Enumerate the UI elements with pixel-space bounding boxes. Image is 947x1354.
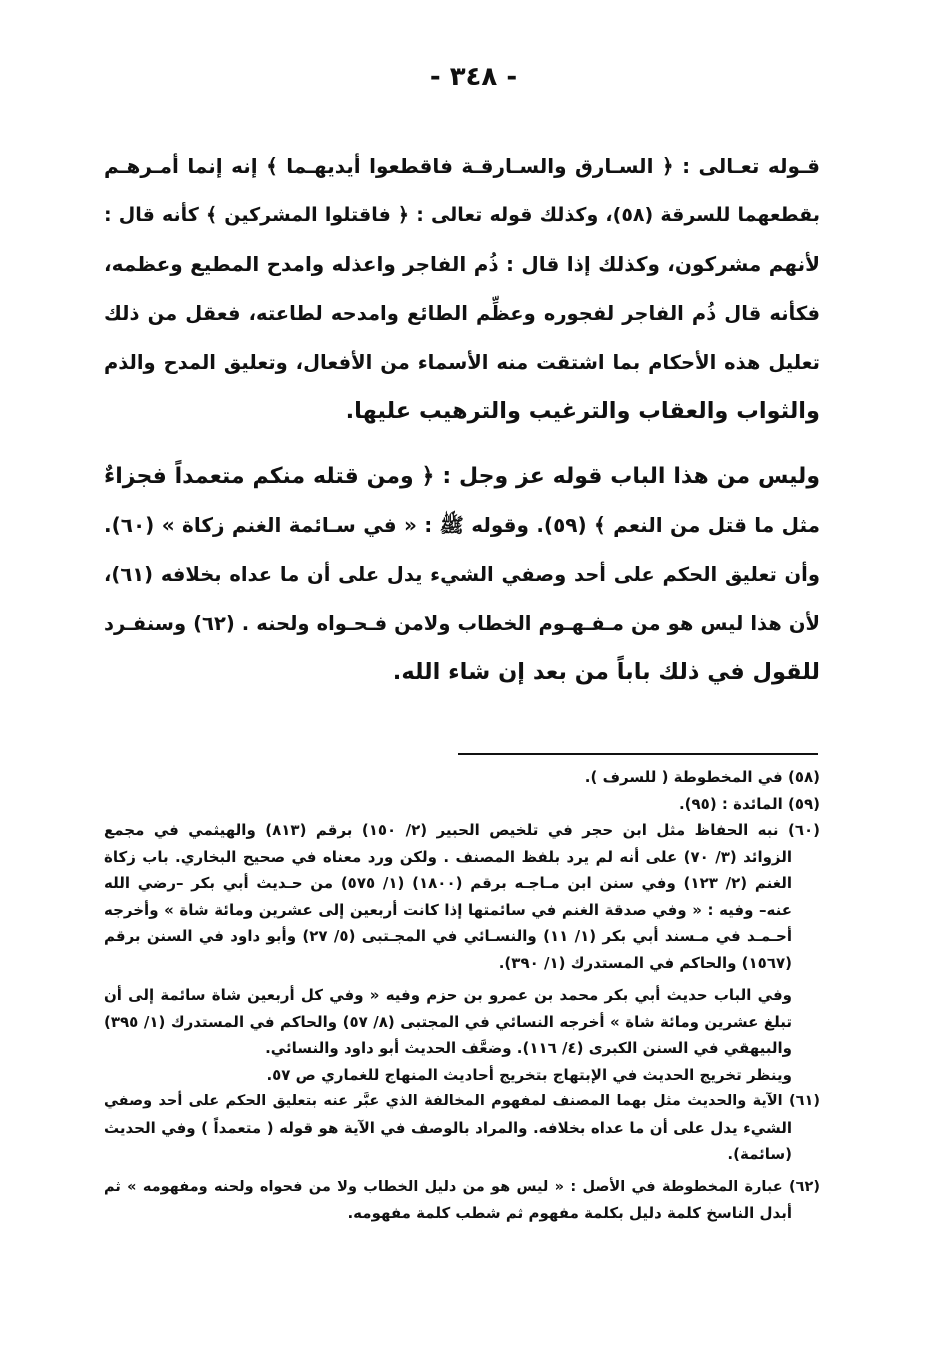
footnote-61-line: (٦١) الآية والحديث مثل بهما المصنف لمفهوم المخالفة الذي عبَّر عنه بتعليق الحكم على أحد وصفي	[104, 1093, 820, 1109]
text-line: والثواب والعقاب والترغيب والترهيب عليها.	[345, 398, 820, 424]
footnote-60-extra-line: تبلغ عشرين ومائة شاة » أخرجه النسائي في المجتبى (٨/ ٥٧) والحاكم في المستدرك (١/ ٣٩٥)	[104, 1012, 793, 1031]
main-text	[104, 142, 820, 697]
footnote-62-line: أبدل الناسخ كلمة دليل بكلمة مفهوم ثم شطب كلمة مفهومه.	[347, 1204, 792, 1222]
text-line: لأن هذا ليس هو من مـفـهـوم الخطاب ولامن فـحـواه ولحنه . (٦٢) وسنفـرد	[104, 612, 820, 635]
text-line: وليس من هذا الباب قوله عز وجل : ﴿ ومن قتله منكم متعمداً فجزاءٌ	[104, 464, 820, 489]
footnote-60-extra-line: وفي الباب حديث أبي بكر محمد بن عمرو بن حزم وفيه « وفي كل أربعين شاة سائمة إلى أن	[104, 986, 792, 1004]
footnote-60-reference: وينظر تخريج الحديث في الإبتهاج بتخريج أحاديث المنهاج للغماري ص ٥٧.	[266, 1065, 792, 1084]
page-number: - ٣٤٨ -	[429, 62, 518, 92]
text-line: لأنهم مشركون، وكذلك إذا قال : ذُم الفاجر واعذله وامدح المطيع وعظمه،	[104, 252, 820, 276]
paragraph-gap	[104, 436, 820, 452]
footnote-61-line: (سائمة).	[727, 1145, 792, 1163]
footnote-59: (٥٩) المائدة : (٩٥).	[678, 794, 820, 813]
footnote-60-extra-line: والبيهقي في السنن الكبرى (٤/ ١١٦). وضعَّف الحديث أبو داود والنسائي.	[265, 1039, 792, 1057]
footnote-58: (٥٨) في المخطوطة ( للسرف ).	[584, 768, 820, 786]
footnote-60-line: الغنم (٢/ ١٢٣) وفي سنن ابن مـاجـه برقم (١٨٠٠) (١/ ٥٧٥) من حـديث أبي بكر –رضي الله	[104, 874, 793, 892]
text-line: قـوله تعـالى : ﴿ السـارق والسـارقـة فاقطعوا أيديهـما ﴾ إنه إنما أمـرهـم	[104, 154, 820, 178]
footnotes	[104, 764, 820, 1227]
footnote-60-line: عنه– وفيه : « وفي صدقة الغنم في سائمتها إذا كانت أربعين إلى عشرين ومائة شاة » وأخرجه	[104, 900, 792, 919]
text-line: مثل ما قتل من النعم ﴾ (٥٩). وقوله ﷺ : « في سـائمة الغنم زكاة » (٦٠).	[104, 513, 820, 537]
footnote-separator	[458, 753, 818, 755]
text-line: بقطعهما للسرقة (٥٨)، وكذلك قوله تعالى : ﴿ فاقتلوا المشركين ﴾ كأنه قال :	[104, 204, 820, 226]
footnote-60-line: (١٥٦٧) والحاكم في المستدرك (١/ ٣٩٠).	[498, 953, 792, 972]
footnote-60-line: (٦٠) نبه الحفاظ مثل ابن حجر في تلخيص الحبير (٢/ ١٥٠) برقم (٨١٣) والهيثمي في مجمع	[104, 821, 821, 839]
text-line: للقول في ذلك باباً من بعد إن شاء الله.	[392, 659, 820, 685]
footnote-60-line: الزوائد (٣/ ٧٠) على أنه لم يرد بلفظ المصنف . ولكن ورد معناه في صحيح البخاري. باب زكاة	[104, 847, 793, 866]
text-line: تعليل هذه الأحكام بما اشتقت منه الأسماء من الأفعال، وتعليق المدح والذم	[104, 351, 820, 374]
footnote-61-line: الشيء يدل على أن ما عداه بخلافه. والمراد بالوصف في الآية هو قوله ( متعمداً ) وفي الحديث	[104, 1118, 792, 1137]
text-line: وأن تعليق الحكم على أحد وصفي الشيء يدل على أن ما عداه بخلافه (٦١)،	[104, 563, 820, 586]
text-line: فكأنه قال ذُم الفاجر لفجوره وعظِّم الطائع وامدحه لطاعته، فعقل من ذلك	[104, 302, 820, 325]
footnote-62-line: (٦٢) عبارة المخطوطة في الأصل : « ليس هو من دليل الخطاب ولا من فحواه ولحنه ومفهومه » ثم	[104, 1178, 820, 1195]
footnote-60-line: أحـمـد في مـسند أبي بكر (١/ ١١) والنسـائي في المجـتبى (٥/ ٢٧) وأبو داود في السنن برقم	[104, 927, 792, 945]
